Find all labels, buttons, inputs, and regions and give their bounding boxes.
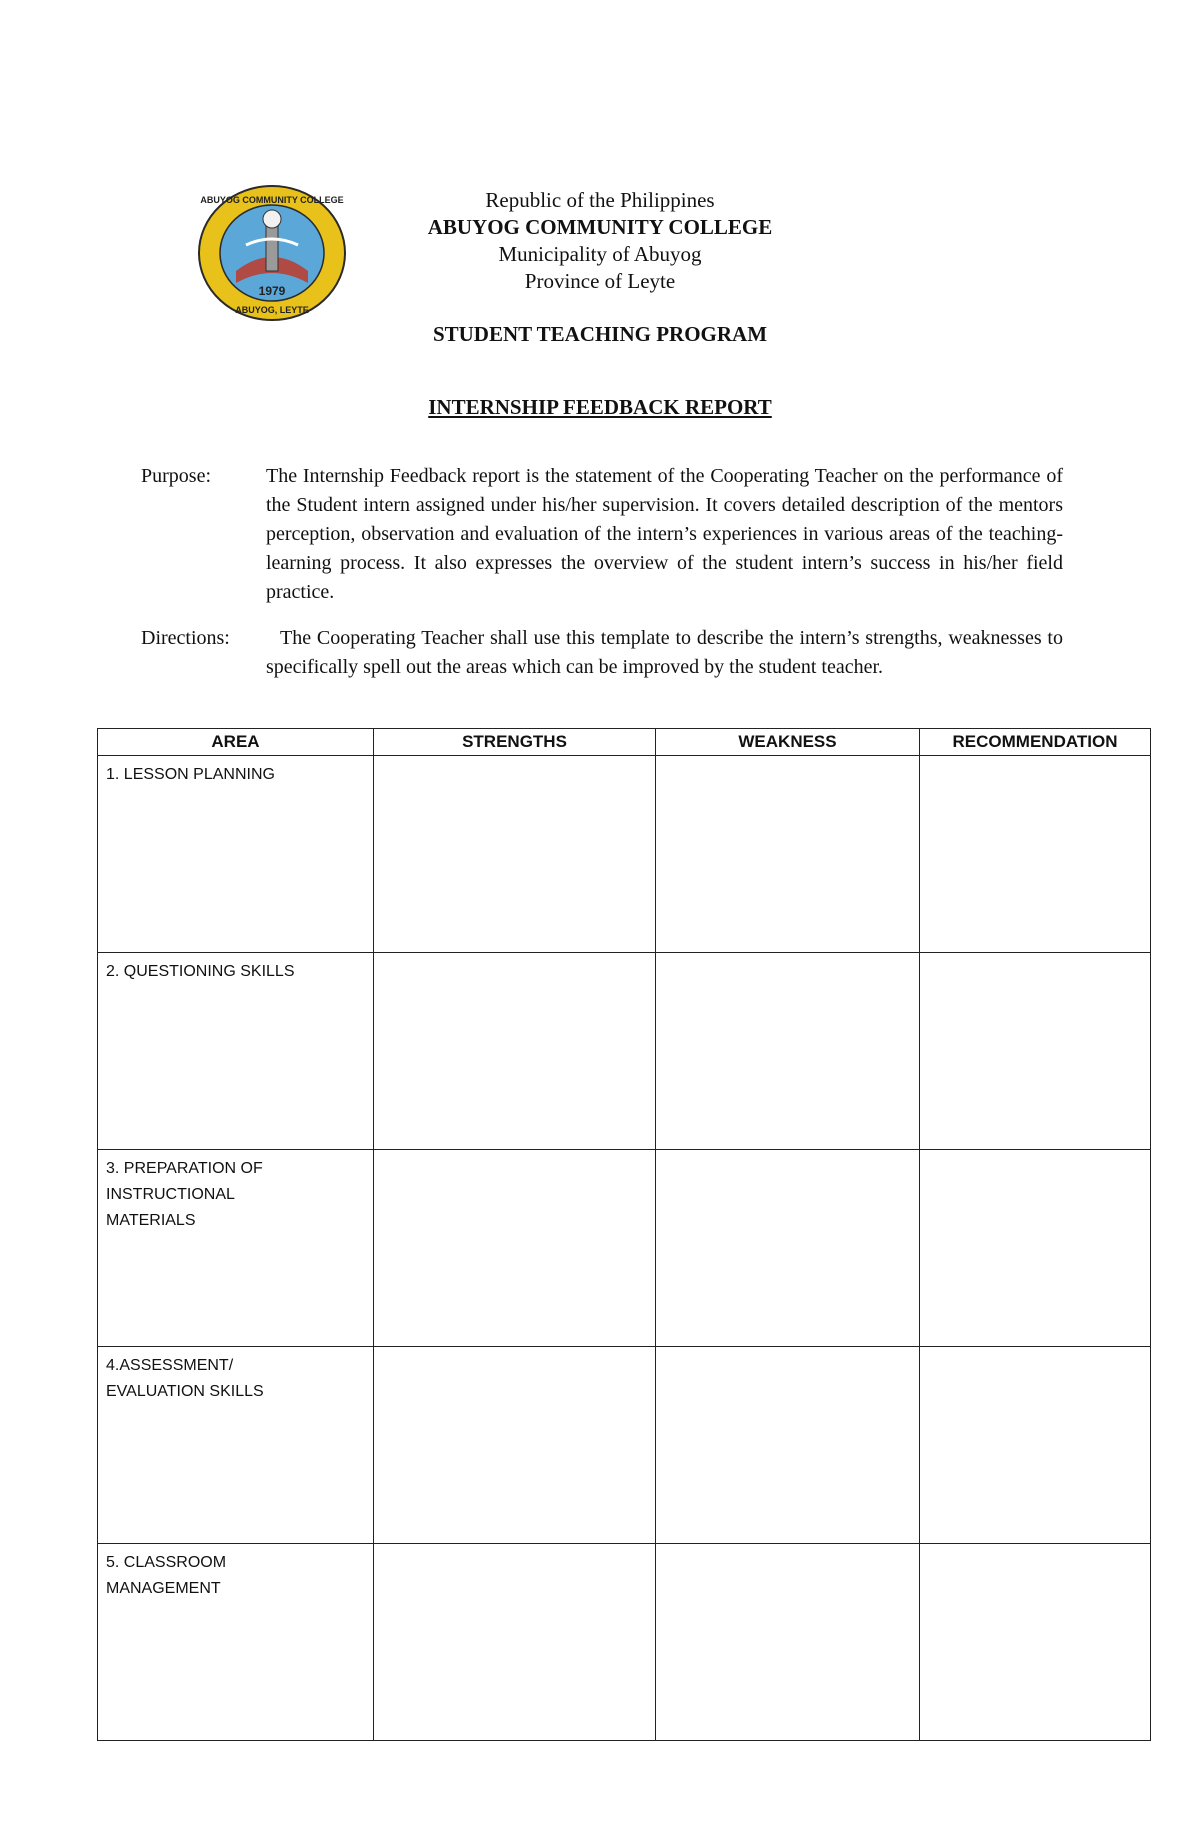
strengths-cell[interactable] — [374, 1347, 656, 1544]
directions-text: The Cooperating Teacher shall use this template to describe the intern’s strengths, weaknesses to specifically spell out the areas which can be improved by the student teacher. — [266, 627, 1063, 678]
area-label: 3. PREPARATION OF INSTRUCTIONAL MATERIALS — [106, 1160, 263, 1229]
municipality-line: Municipality of Abuyog — [498, 242, 702, 266]
header-strengths: STRENGTHS — [374, 729, 656, 756]
header-area: AREA — [98, 729, 374, 756]
area-cell — [98, 1544, 374, 1741]
strengths-cell[interactable] — [374, 1544, 656, 1741]
area-cell — [98, 1150, 374, 1347]
area-cell — [98, 756, 374, 953]
college-seal-logo — [196, 183, 348, 323]
area-label: 1. LESSON PLANNING — [106, 766, 275, 783]
table-row — [98, 953, 1151, 1150]
header-weakness: WEAKNESS — [656, 729, 920, 756]
recommendation-cell[interactable] — [920, 1347, 1151, 1544]
area-label: 2. QUESTIONING SKILLS — [106, 963, 295, 980]
republic-line: Republic of the Philippines — [485, 188, 715, 212]
table-row — [98, 1347, 1151, 1544]
weakness-cell[interactable] — [656, 756, 920, 953]
weakness-cell[interactable] — [656, 953, 920, 1150]
purpose-text: The Internship Feedback report is the statement of the Cooperating Teacher on the performance of the Student intern assigned under his/her supervision. It covers detailed description of the mentors perception, observation and evaluation of the intern’s experiences in various areas of the teaching-learning process. It also expresses the overview of the student intern’s success in his/her field practice. — [266, 465, 1063, 603]
purpose-label: Purpose: — [141, 465, 211, 487]
feedback-table — [97, 728, 1151, 1741]
recommendation-cell[interactable] — [920, 1544, 1151, 1741]
svg-text:1979: 1979 — [258, 284, 286, 298]
recommendation-cell[interactable] — [920, 1150, 1151, 1347]
college-name: ABUYOG COMMUNITY COLLEGE — [427, 215, 773, 239]
recommendation-cell[interactable] — [920, 756, 1151, 953]
weakness-cell[interactable] — [656, 1347, 920, 1544]
area-label: 4.ASSESSMENT/ EVALUATION SKILLS — [106, 1357, 264, 1400]
header-recommendation: RECOMMENDATION — [920, 729, 1151, 756]
province-line: Province of Leyte — [524, 269, 676, 293]
recommendation-cell[interactable] — [920, 953, 1151, 1150]
directions-label: Directions: — [141, 627, 230, 649]
svg-text:ABUYOG COMMUNITY COLLEGE: ABUYOG COMMUNITY COLLEGE — [200, 195, 344, 205]
table-row — [98, 1150, 1151, 1347]
strengths-cell[interactable] — [374, 1150, 656, 1347]
institution-header — [380, 187, 820, 295]
area-label: 5. CLASSROOM MANAGEMENT — [106, 1554, 227, 1597]
weakness-cell[interactable] — [656, 1544, 920, 1741]
svg-text:ABUYOG, LEYTE: ABUYOG, LEYTE — [235, 305, 309, 315]
weakness-cell[interactable] — [656, 1150, 920, 1347]
table-row — [98, 756, 1151, 953]
report-title: INTERNSHIP FEEDBACK REPORT — [428, 395, 772, 419]
program-title: STUDENT TEACHING PROGRAM — [432, 322, 768, 346]
area-cell — [98, 953, 374, 1150]
strengths-cell[interactable] — [374, 953, 656, 1150]
table-header-row — [98, 729, 1151, 756]
area-cell — [98, 1347, 374, 1544]
directions-paragraph — [266, 624, 1063, 682]
strengths-cell[interactable] — [374, 756, 656, 953]
table-row — [98, 1544, 1151, 1741]
